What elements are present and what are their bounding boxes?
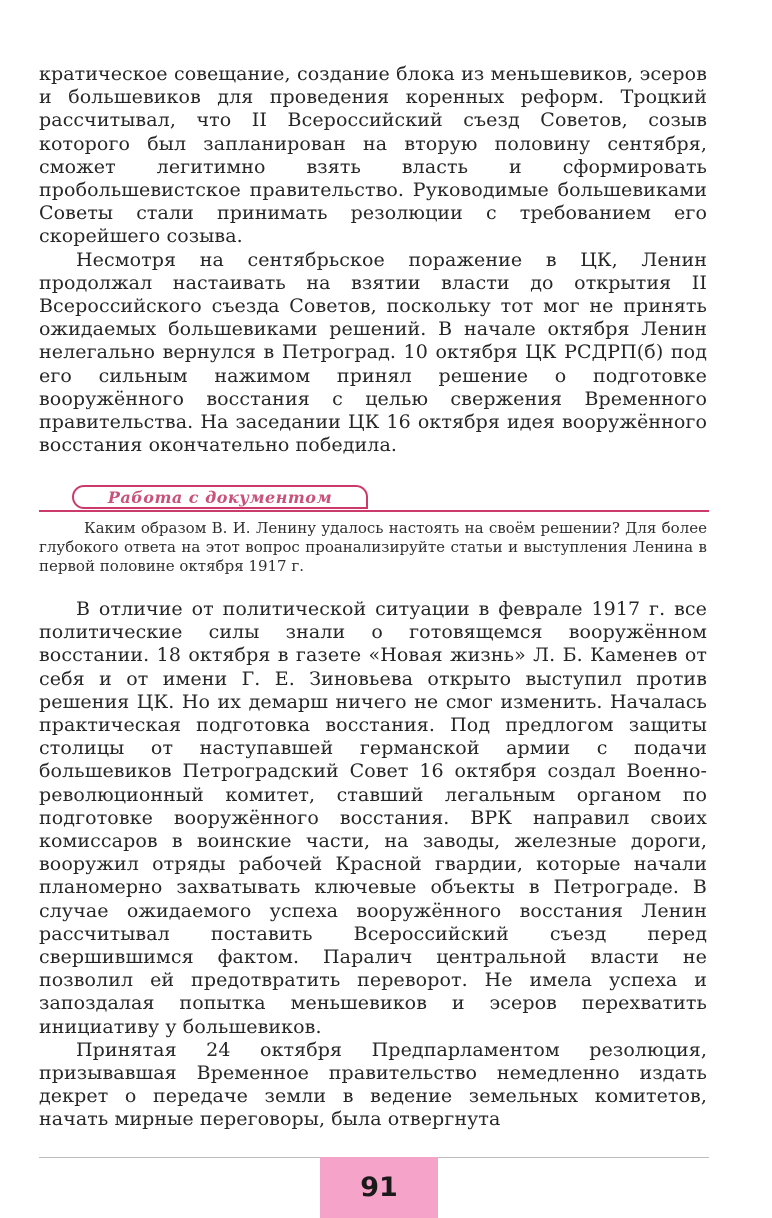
document-task-text: Каким образом В. И. Ленину удалось настоять на своём решении? Для более глубокого ответа на этот вопрос проанализируйте статьи и выступления Ленина в первой половине октября 1917 г. (39, 519, 707, 575)
paragraph: Несмотря на сентябрьское поражение в ЦК, Ленин продолжал настаивать на взятии власти до открытия II Всероссийского съезда Советов, поскольку тот мог не принять ожидаемых большевиками решений. В начале октября Ленин нелегально вернулся в Петроград. 10 октября ЦК РСДРП(б) под его сильным нажимом принял решение о подготовке вооружённого восстания с целью свержения Временного правительства. На заседании ЦК 16 октября идея вооружённого восстания окончательно победила. (39, 248, 707, 457)
paragraph: Принятая 24 октября Предпарламентом резолюция, призывавшая Временное правительство немедленно издать декрет о передаче земли в ведение земельных комитетов, начать мирные переговоры, была отвергнута (39, 1038, 707, 1131)
page-number-badge (320, 1157, 438, 1218)
document-task (39, 519, 707, 575)
paragraph-continuation: кратическое совещание, создание блока из меньшевиков, эсеров и большевиков для проведения коренных реформ. Троцкий рассчитывал, что II Всероссийский съезд Советов, созыв которого был запланирован на вторую половину сентября, сможет легитимно взять власть и сформировать пробольшевистское правительство. Руководимые большевиками Советы стали принимать резолюции с требованием его скорейшего созыва. (39, 63, 707, 248)
text-block-top (39, 63, 707, 457)
paragraph: В отличие от политической ситуации в феврале 1917 г. все политические силы знали о готовящемся вооружённом восстании. 18 октября в газете «Новая жизнь» Л. Б. Каменев от себя и от имени Г. Е. Зиновьева открыто выступил против решения ЦК. Но их демарш ничего не смог изменить. Началась практическая подготовка восстания. Под предлогом защиты столицы от наступавшей германской армии с подачи большевиков Петроградский Совет 16 октября создал Военно-революционный комитет, ставший легальным органом по подготовке вооружённого восстания. ВРК направил своих комиссаров в воинские части, на заводы, железные дороги, вооружил отряды рабочей Красной гвардии, которые начали планомерно захватывать ключевые объекты в Петрограде. В случае ожидаемого успеха вооружённого восстания Ленин рассчитывал поставить Всероссийский съезд перед свершившимся фактом. Паралич центральной власти не позволил ей предотвратить переворот. Не имела успеха и запоздалая попытка меньшевиков и эсеров перехватить инициативу у большевиков. (39, 598, 707, 1038)
text-block-bottom (39, 598, 707, 1132)
page-number: 91 (360, 1172, 398, 1203)
document-section-title: Работа с документом (107, 487, 333, 507)
document-section-rule (39, 510, 709, 512)
document-section-label (72, 485, 368, 509)
